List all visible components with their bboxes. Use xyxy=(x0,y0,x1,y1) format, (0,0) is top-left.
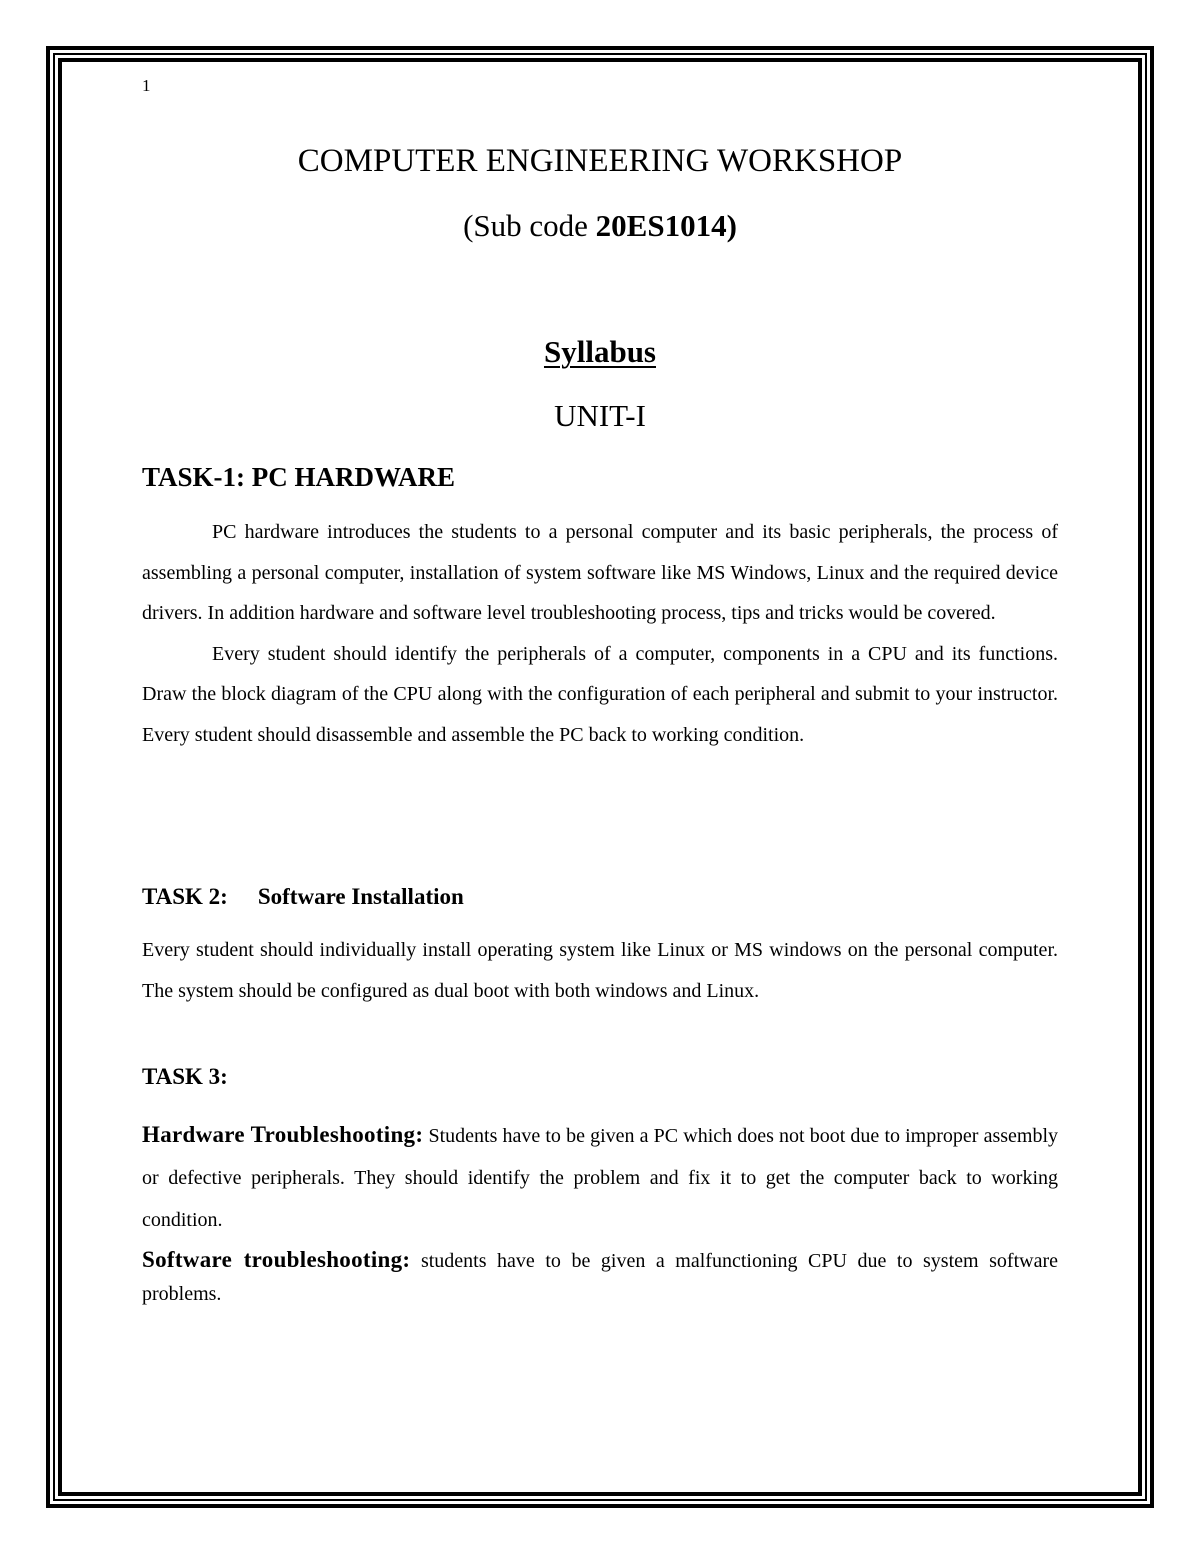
subject-code-value: 20ES1014) xyxy=(595,208,737,243)
task2-heading xyxy=(142,884,1058,910)
task2-paragraph: Every student should individually install operating system like Linux or MS windows on the personal computer. The system should be configured as dual boot with both windows and Linux. xyxy=(142,939,1058,1002)
software-troubleshooting-label: Software troubleshooting: xyxy=(142,1247,411,1272)
hardware-troubleshooting-label: Hardware Troubleshooting: xyxy=(142,1122,424,1147)
software-troubleshooting-paragraph xyxy=(142,1243,1058,1311)
task1-paragraph-2: Every student should identify the peripherals of a computer, components in a CPU and its functions. Draw the block diagram of the CPU along with the configuration of each peripheral and submit to your instructor. Every student should disassemble and assemble the PC back to working condition. xyxy=(142,642,1058,746)
subject-code xyxy=(0,208,1200,244)
subject-code-prefix: (Sub code xyxy=(463,208,596,243)
document-title: COMPUTER ENGINEERING WORKSHOP xyxy=(297,143,903,179)
page-number: 1 xyxy=(142,76,151,95)
task2-label: TASK 2: xyxy=(142,884,228,909)
software-troubleshooting-text: students have to be given a malfunctioning CPU due to system software problems. xyxy=(142,1250,1058,1305)
task3-heading: TASK 3: xyxy=(142,1064,228,1089)
syllabus-heading-text: Syllabus xyxy=(543,334,656,369)
task1-heading: TASK-1: PC HARDWARE xyxy=(142,462,456,492)
hardware-troubleshooting-text: Students have to be given a PC which does not boot due to improper assembly or defective peripherals. They should identify the problem and fix it to get the computer back to working condition. xyxy=(142,1125,1059,1231)
unit-heading: UNIT-I xyxy=(554,398,646,433)
task1-body xyxy=(142,512,1058,755)
task1-paragraph-1: PC hardware introduces the students to a personal computer and its basic peripherals, the process of assembling a personal computer, installation of system software like MS Windows, Linux and the required device drivers. In addition hardware and software level troubleshooting process, tips and tricks would be covered. xyxy=(142,521,1058,624)
hardware-troubleshooting-paragraph xyxy=(142,1114,1058,1241)
task2-title: Software Installation xyxy=(257,884,464,909)
syllabus-heading xyxy=(0,334,1200,370)
